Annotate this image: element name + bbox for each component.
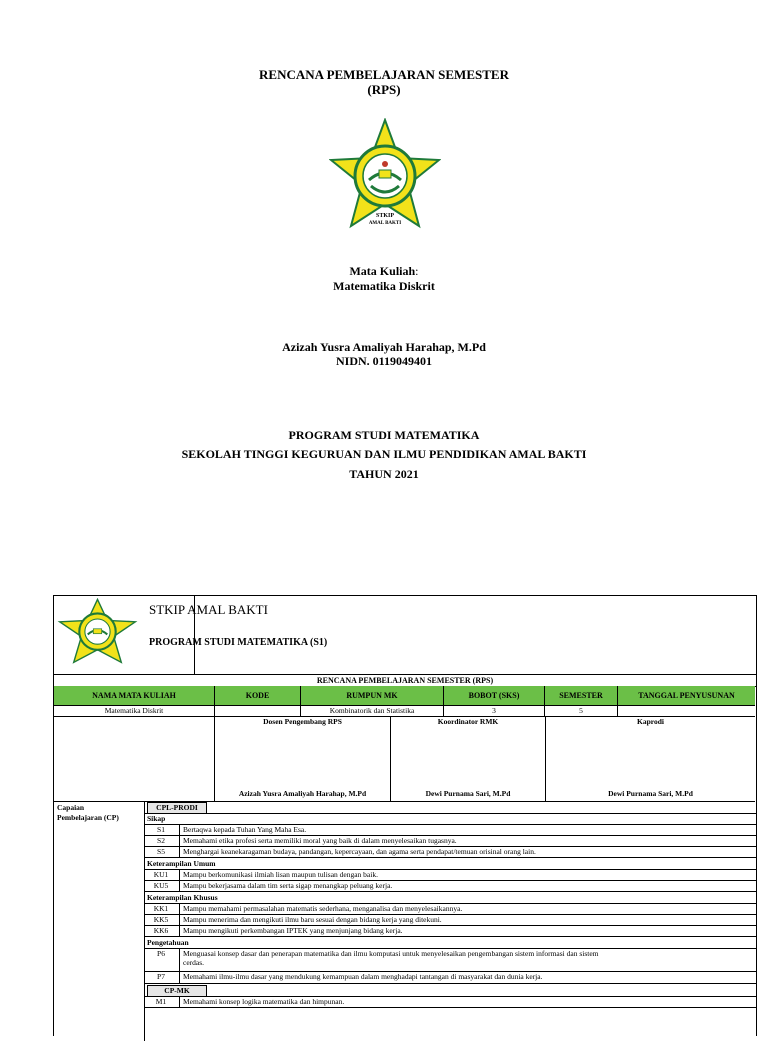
value-rumpun: Kombinatorik dan Statistika [301,706,444,717]
item-text: Mampu memahami permasalahan matematis sederhana, menganalisa dan menyelesaikannya. [179,904,462,914]
item-code: KK5 [153,915,169,924]
institution-name: SEKOLAH TINGGI KEGURUAN DAN ILMU PENDIDIKAN AMAL BAKTI [181,447,587,461]
section-ku: Keterampilan Umum [147,859,216,868]
table-program: PROGRAM STUDI MATEMATIKA (S1) [149,637,328,648]
course-label-line [0,264,768,279]
sig-developer-label: Dosen Pengembang RPS [263,717,342,726]
table-institution: STKIP AMAL BAKTI [149,602,268,617]
course-label-colon: : [415,264,419,278]
list-item [145,972,756,984]
item-code: S2 [157,836,165,845]
cover-title: RENCANA PEMBELAJARAN SEMESTER [259,67,509,82]
logo-text-2: AMAL BAKTI [368,221,402,226]
sig-kaprodi [546,717,755,802]
rps-table [53,595,757,1036]
item-text: Menguasai konsep dasar dan penerapan matematika dan ilmu komputasi untuk menyelesaikan pengembangan sistem informasi dan sistem [183,949,599,958]
program-name: PROGRAM STUDI MATEMATIKA [288,428,480,442]
item-code: KK6 [153,926,169,935]
item-text: Memahami etika profesi serta memiliki moral yang baik di dalam menyelesaikan tugasnya. [179,836,457,846]
item-code: M1 [155,997,167,1006]
item-text-cont: cerdas. [183,958,205,967]
list-item [145,904,756,915]
list-item [145,836,756,847]
item-code: P6 [157,949,165,958]
item-text: Mampu bekerjasama dalam tim serta sigap menangkap peluang kerja. [179,881,392,891]
item-text: Mampu berkomunikasi ilmiah lisan maupun tulisan dengan baik. [179,870,378,880]
section-pengetahuan: Pengetahuan [147,938,189,947]
sig-developer [215,717,391,802]
cover-subtitle: (RPS) [367,82,401,97]
year: TAHUN 2021 [349,467,419,481]
sig-coordinator-label: Koordinator RMK [437,717,499,726]
item-text: Memahami ilmu-ilmu dasar yang mendukung kemampuan dalam menghadapi tantangan di masyarakat dan dunia kerja. [179,972,542,983]
list-item [145,847,756,858]
item-code: KU5 [153,881,169,890]
college-logo [329,118,441,240]
list-item [145,997,756,1008]
value-code [215,706,301,717]
sig-kaprodi-label: Kaprodi [637,717,664,726]
list-item [145,881,756,892]
section-sikap: Sikap [147,814,166,823]
item-text: Mampu mengikuti perkembangan IPTEK yang menjunjang bidang kerja. [179,926,403,936]
item-code: KU1 [153,870,169,879]
item-text-wrap [179,949,753,971]
item-code: KK1 [153,904,169,913]
item-text: Mampu menerima dan mengikuti ilmu baru sesuai dengan bidang kerja yang ditekuni. [179,915,442,925]
cp-label-line2: Pembelajaran (CP) [57,813,119,822]
item-code: P7 [157,972,165,981]
cp-label [57,803,119,823]
cpl-prodi-label: CPL-PRODI [147,802,207,814]
college-logo-small [55,598,140,668]
value-course-name: Matematika Diskrit [54,706,215,717]
list-item [145,870,756,881]
item-code: S1 [157,825,165,834]
header-credits: BOBOT (SKS) [444,686,545,706]
sig-kaprodi-name: Dewi Purnama Sari, M.Pd [608,789,693,798]
item-text: Bertaqwa kepada Tuhan Yang Maha Esa. [179,825,306,835]
list-item [145,926,756,937]
author-name: Azizah Yusra Amaliyah Harahap, M.Pd [282,340,486,354]
cpmk-label: CP-MK [147,985,207,997]
list-item [145,949,756,972]
sig-developer-name: Azizah Yusra Amaliyah Harahap, M.Pd [238,789,367,798]
rps-title-row: RENCANA PEMBELAJARAN SEMESTER (RPS) [54,674,756,687]
header-rumpun: RUMPUN MK [301,686,444,706]
header-semester: SEMESTER [545,686,618,706]
logo-text-1: STKIP [375,213,395,219]
sig-coordinator [391,717,546,802]
cp-label-line1: Capaian [57,803,85,812]
author-nidn: NIDN. 0119049401 [335,354,432,368]
course-label: Mata Kuliah [349,264,416,278]
cp-column [144,801,757,1041]
header-course-name: NAMA MATA KULIAH [54,686,215,706]
divider [145,813,756,814]
sig-coordinator-name: Dewi Purnama Sari, M.Pd [425,789,511,798]
list-item [145,825,756,836]
item-text: Memahami konsep logika matematika dan himpunan. [179,997,344,1007]
course-name: Matematika Diskrit [333,279,435,293]
section-kk: Keterampilan Khusus [147,893,218,902]
value-credits: 3 [444,706,545,717]
sig-blank [54,717,215,802]
list-item [145,915,756,926]
item-text: Menghargai keanekaragaman budaya, pandangan, kepercayaan, dan agama serta pendapat/temuan orisinal orang lain. [179,847,536,857]
header-date: TANGGAL PENYUSUNAN [618,686,755,706]
value-semester: 5 [545,706,618,717]
item-code: S5 [157,847,165,856]
value-date [618,706,755,717]
header-code: KODE [215,686,301,706]
